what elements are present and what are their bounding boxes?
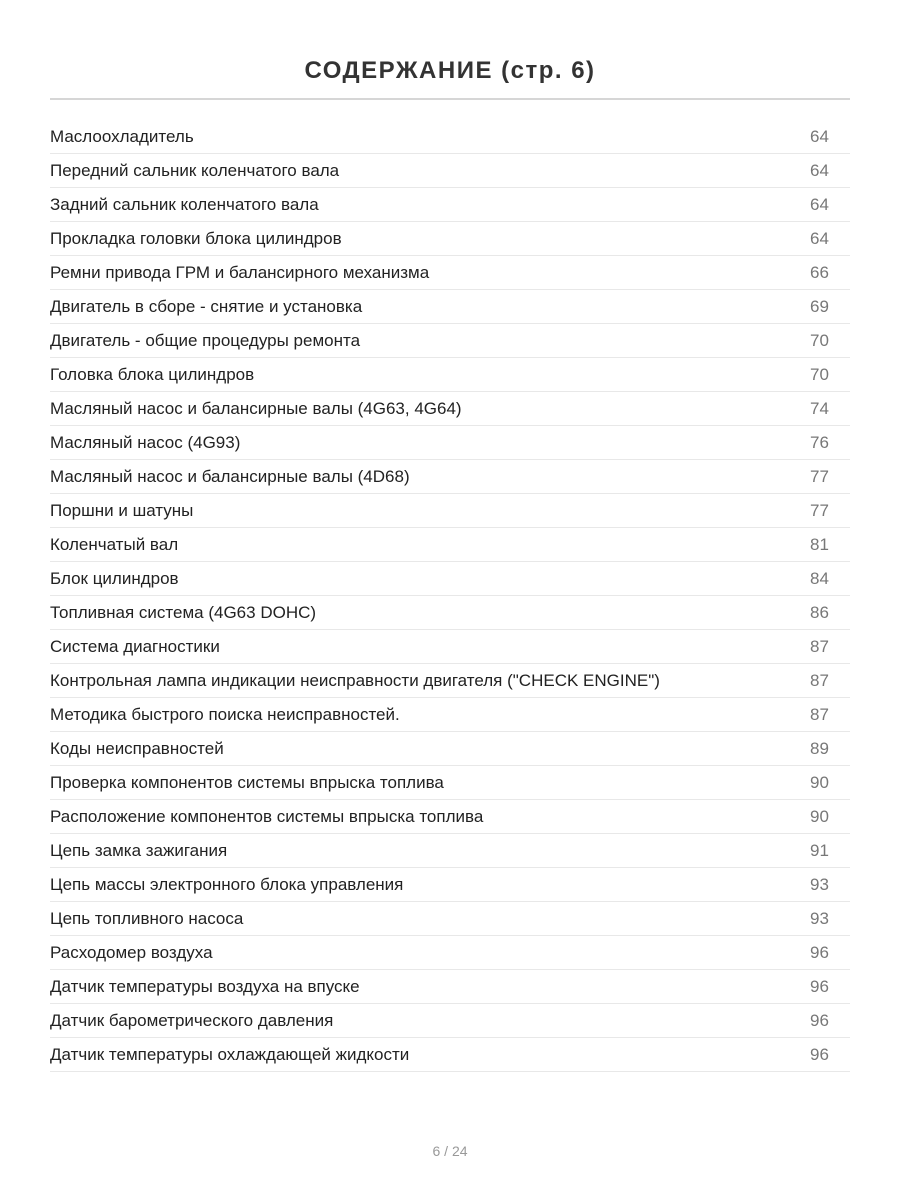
toc-entry[interactable] bbox=[50, 188, 850, 222]
toc-entry[interactable] bbox=[50, 528, 850, 562]
toc-entry-title[interactable]: Ремни привода ГРМ и балансирного механизма bbox=[50, 262, 430, 282]
toc-entry-page-number: 69 bbox=[810, 296, 829, 316]
toc-entry-page-number: 96 bbox=[810, 1044, 829, 1064]
toc-entry[interactable] bbox=[50, 154, 850, 188]
toc-entry[interactable] bbox=[50, 732, 850, 766]
toc-entry[interactable] bbox=[50, 698, 850, 732]
toc-entry-title[interactable]: Расходомер воздуха bbox=[50, 942, 213, 962]
toc-entry[interactable] bbox=[50, 970, 850, 1004]
toc-entry-title[interactable]: Цепь топливного насоса bbox=[50, 908, 244, 928]
toc-entry-title[interactable]: Передний сальник коленчатого вала bbox=[50, 160, 340, 180]
toc-entry[interactable] bbox=[50, 392, 850, 426]
toc-entry-title[interactable]: Масляный насос и балансирные валы (4G63, 4G64) bbox=[50, 398, 462, 418]
toc-entry-page-number: 74 bbox=[810, 398, 829, 418]
toc-entry-page-number: 93 bbox=[810, 874, 829, 894]
toc-entry-page-number: 64 bbox=[810, 126, 829, 146]
toc-entry[interactable] bbox=[50, 1038, 850, 1072]
toc-entry-title[interactable]: Коды неисправностей bbox=[50, 738, 224, 758]
toc-entry[interactable] bbox=[50, 426, 850, 460]
toc-entry-title[interactable]: Датчик температуры охлаждающей жидкости bbox=[50, 1044, 410, 1064]
toc-entry-page-number: 86 bbox=[810, 602, 829, 622]
toc-entry[interactable] bbox=[50, 256, 850, 290]
toc-entry-title[interactable]: Масляный насос и балансирные валы (4D68) bbox=[50, 466, 410, 486]
toc-entry[interactable] bbox=[50, 936, 850, 970]
toc-entry-page-number: 66 bbox=[810, 262, 829, 282]
toc-entry-title[interactable]: Прокладка головки блока цилиндров bbox=[50, 228, 342, 248]
toc-entry-page-number: 64 bbox=[810, 160, 829, 180]
toc-entry-page-number: 93 bbox=[810, 908, 829, 928]
toc-entry-page-number: 90 bbox=[810, 772, 829, 792]
toc-entry[interactable] bbox=[50, 766, 850, 800]
toc-entry-page-number: 91 bbox=[810, 840, 829, 860]
toc-entry-title[interactable]: Коленчатый вал bbox=[50, 534, 179, 554]
toc-entry-page-number: 81 bbox=[810, 534, 829, 554]
toc-entry[interactable] bbox=[50, 902, 850, 936]
toc-entry-page-number: 77 bbox=[810, 466, 829, 486]
toc-entry-page-number: 70 bbox=[810, 330, 829, 350]
toc-entry-page-number: 96 bbox=[810, 942, 829, 962]
toc-entry-title[interactable]: Двигатель - общие процедуры ремонта bbox=[50, 330, 361, 350]
toc-entry-page-number: 87 bbox=[810, 636, 829, 656]
toc-entry[interactable] bbox=[50, 358, 850, 392]
toc-entry[interactable] bbox=[50, 834, 850, 868]
toc-entry[interactable] bbox=[50, 1004, 850, 1038]
toc-entry[interactable] bbox=[50, 290, 850, 324]
toc-entry-title[interactable]: Система диагностики bbox=[50, 636, 220, 656]
toc-entry[interactable] bbox=[50, 562, 850, 596]
toc-entry-page-number: 89 bbox=[810, 738, 829, 758]
toc-entry-title[interactable]: Датчик температуры воздуха на впуске bbox=[50, 976, 360, 996]
toc-entry-title[interactable]: Маслоохладитель bbox=[50, 126, 194, 146]
toc-entry-page-number: 96 bbox=[810, 976, 829, 996]
toc-entry[interactable] bbox=[50, 120, 850, 154]
toc-entry-title[interactable]: Контрольная лампа индикации неисправности двигателя ("CHECK ENGINE") bbox=[50, 670, 660, 690]
toc-entry-title[interactable]: Задний сальник коленчатого вала bbox=[50, 194, 319, 214]
toc-entry[interactable] bbox=[50, 596, 850, 630]
toc-entry-title[interactable]: Блок цилиндров bbox=[50, 568, 179, 588]
toc-entry-page-number: 90 bbox=[810, 806, 829, 826]
toc-entry-page-number: 84 bbox=[810, 568, 829, 588]
toc-entry-title[interactable]: Масляный насос (4G93) bbox=[50, 432, 241, 452]
toc-entry-title[interactable]: Датчик барометрического давления bbox=[50, 1010, 334, 1030]
toc-entry-page-number: 76 bbox=[810, 432, 829, 452]
toc-entry-title[interactable]: Расположение компонентов системы впрыска топлива bbox=[50, 806, 484, 826]
toc-entry[interactable] bbox=[50, 324, 850, 358]
toc-entry[interactable] bbox=[50, 460, 850, 494]
toc-entry-title[interactable]: Топливная система (4G63 DOHC) bbox=[50, 602, 317, 622]
toc-entry[interactable] bbox=[50, 664, 850, 698]
toc-entry-page-number: 87 bbox=[810, 670, 829, 690]
toc-entry-title[interactable]: Цепь замка зажигания bbox=[50, 840, 228, 860]
toc-entry-page-number: 64 bbox=[810, 194, 829, 214]
toc-entry-title[interactable]: Цепь массы электронного блока управления bbox=[50, 874, 404, 894]
title-divider bbox=[50, 98, 850, 100]
toc-entry[interactable] bbox=[50, 868, 850, 902]
toc-entry-title[interactable]: Проверка компонентов системы впрыска топлива bbox=[50, 772, 444, 792]
toc-entry-page-number: 70 bbox=[810, 364, 829, 384]
toc-entry-page-number: 64 bbox=[810, 228, 829, 248]
toc-entry-title[interactable]: Поршни и шатуны bbox=[50, 500, 194, 520]
toc-entry-title[interactable]: Головка блока цилиндров bbox=[50, 364, 255, 384]
toc-entry-page-number: 87 bbox=[810, 704, 829, 724]
toc-entry-page-number: 77 bbox=[810, 500, 829, 520]
toc-entry-page-number: 96 bbox=[810, 1010, 829, 1030]
toc-entry-title[interactable]: Двигатель в сборе - снятие и установка bbox=[50, 296, 363, 316]
toc-entry[interactable] bbox=[50, 630, 850, 664]
page-indicator: 6 / 24 bbox=[432, 1143, 468, 1159]
toc-entry[interactable] bbox=[50, 222, 850, 256]
table-of-contents bbox=[50, 120, 850, 1072]
page-title: СОДЕРЖАНИЕ (стр. 6) bbox=[304, 57, 596, 85]
toc-entry[interactable] bbox=[50, 494, 850, 528]
toc-entry[interactable] bbox=[50, 800, 850, 834]
toc-entry-title[interactable]: Методика быстрого поиска неисправностей. bbox=[50, 704, 400, 724]
